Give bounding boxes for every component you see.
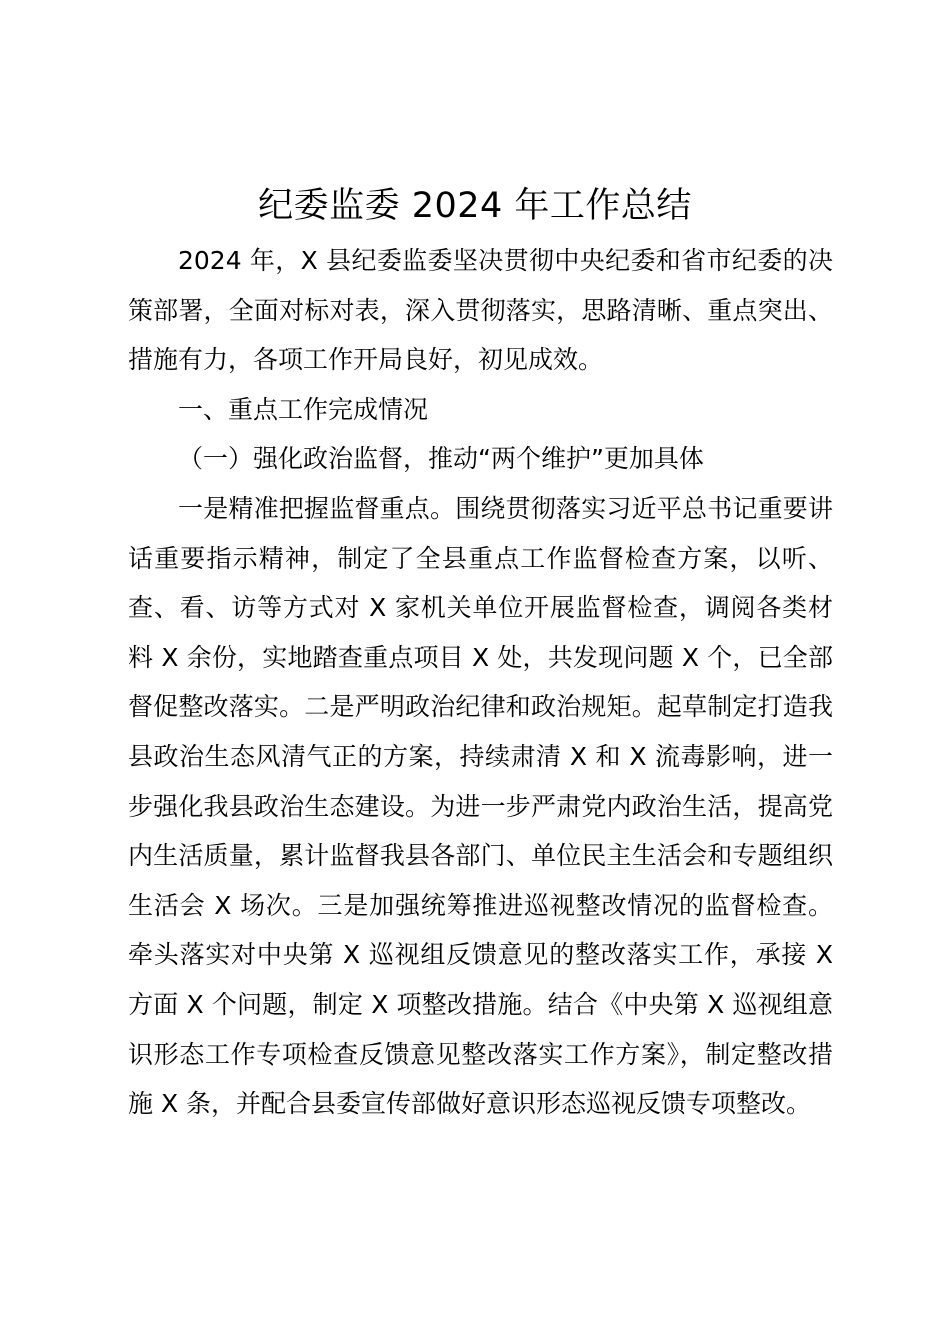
subsection-heading: （一）强化政治监督，推动“两个维护”更加具体 (178, 444, 704, 474)
document-title: 纪委监委 2024 年工作总结 (258, 186, 692, 226)
body-paragraph: 一是精准把握监督重点。围绕贯彻落实习近平总书记重要讲话重要指示精神，制定了全县重点工作监督检查方案，以听、查、看、访等方式对 X 家机关单位开展监督检查，调阅各类材料 X 余份，实地踏查重点项目 X 处，共发现问题 X 个，已全部督促整改落实。二是严明政治纪律和政治规矩。起草制定打造我县政治生态风清气正的方案，持续肃清 X 和 X 流毒影响，进一步强化我县政治生态建设。为进一步严肃党内政治生活，提高党内生活质量，累计监督我县各部门、单位民主生活会和专题组织生活会 X 场次。三是加强统筹推进巡视整改情况的监督检查。牵头落实对中央第 X 巡视组反馈意见的整改落实工作，承接 X 方面 X 个问题，制定 X 项整改措施。结合《中央第 X 巡视组意识形态工作专项检查反馈意见整改落实工作方案》，制定整改措施 X 条，并配合县委宣传部做好意识形态巡视反馈专项整改。 (128, 493, 833, 1119)
section-heading: 一、重点工作完成情况 (178, 394, 429, 424)
intro-paragraph: 2024 年，X 县纪委监委坚决贯彻中央纪委和省市纪委的决策部署，全面对标对表，深入贯彻落实，思路清晰、重点突出、措施有力，各项工作开局良好，初见成效。 (128, 246, 833, 375)
document-body (128, 236, 833, 1129)
